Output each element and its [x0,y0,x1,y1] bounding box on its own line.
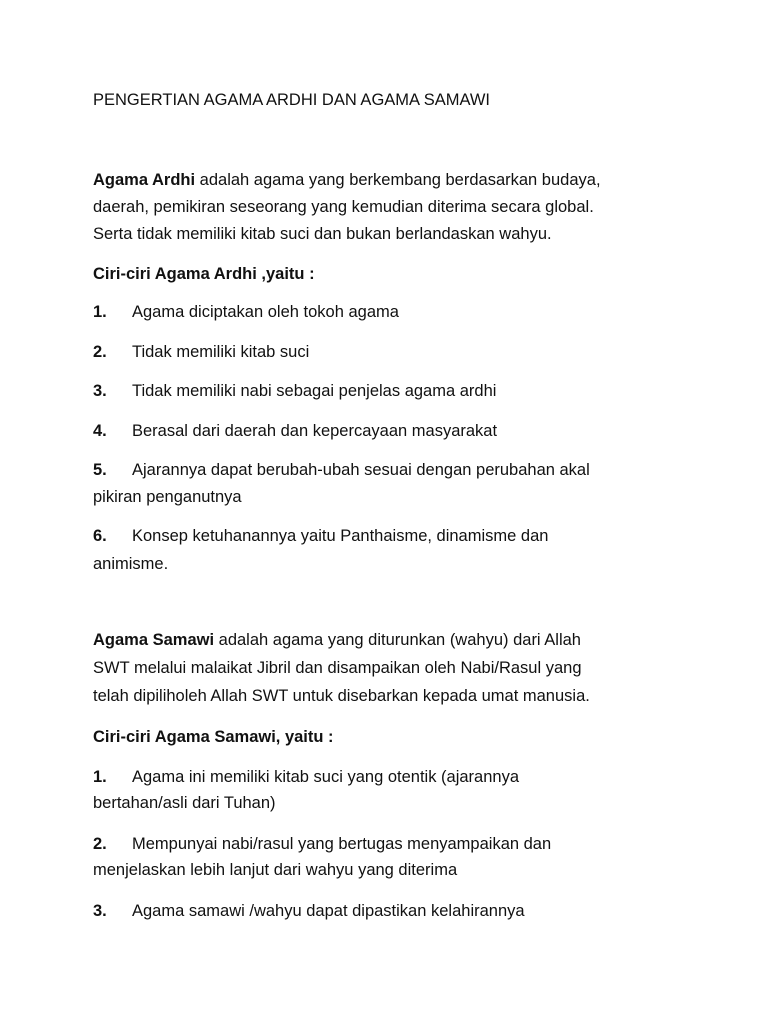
samawi-definition-line-2: SWT melalui malaikat Jibril dan disampaikan oleh Nabi/Rasul yang [93,659,582,677]
ardhi-definition-line-1 [93,170,601,190]
ardhi-term: Agama Ardhi [93,171,196,189]
samawi-definition-line-3: telah dipiliholeh Allah SWT untuk disebarkan kepada umat manusia. [93,687,590,705]
list-number: 1. [93,768,107,786]
list-number: 6. [93,527,107,545]
samawi-term: Agama Samawi [93,631,215,649]
list-item: Agama diciptakan oleh tokoh agama [132,303,399,321]
list-item-continuation: animisme. [93,555,169,573]
list-item: Agama ini memiliki kitab suci yang otentik (ajarannya [132,768,520,786]
list-item: Mempunyai nabi/rasul yang bertugas menyampaikan dan [132,835,552,853]
samawi-text: adalah agama yang diturunkan (wahyu) dari Allah [214,631,581,649]
list-item: Tidak memiliki kitab suci [132,343,310,361]
ardhi-definition-line-2: daerah, pemikiran seseorang yang kemudian diterima secara global. [93,198,594,216]
ardhi-heading: Ciri-ciri Agama Ardhi ,yaitu : [93,265,315,283]
list-item: Agama samawi /wahyu dapat dipastikan kelahirannya [132,902,525,920]
list-number: 3. [93,382,107,400]
list-number: 2. [93,343,107,361]
list-number: 1. [93,303,107,321]
list-number: 5. [93,461,107,479]
document-title: PENGERTIAN AGAMA ARDHI DAN AGAMA SAMAWI [93,91,491,109]
list-item-continuation: menjelaskan lebih lanjut dari wahyu yang diterima [93,861,458,879]
samawi-definition-line-1 [93,630,581,650]
list-number: 2. [93,835,107,853]
ardhi-text: adalah agama yang berkembang berdasarkan budaya, [195,171,601,189]
list-item-continuation: bertahan/asli dari Tuhan) [93,794,276,812]
list-number: 4. [93,422,107,440]
list-item-continuation: pikiran penganutnya [93,488,242,506]
list-number: 3. [93,902,107,920]
list-item: Berasal dari daerah dan kepercayaan masyarakat [132,422,498,440]
samawi-heading: Ciri-ciri Agama Samawi, yaitu : [93,728,334,746]
list-item: Tidak memiliki nabi sebagai penjelas agama ardhi [132,382,497,400]
list-item: Konsep ketuhanannya yaitu Panthaisme, dinamisme dan [132,527,549,545]
ardhi-definition-line-3: Serta tidak memiliki kitab suci dan bukan berlandaskan wahyu. [93,225,552,243]
list-item: Ajarannya dapat berubah-ubah sesuai dengan perubahan akal [132,461,590,479]
